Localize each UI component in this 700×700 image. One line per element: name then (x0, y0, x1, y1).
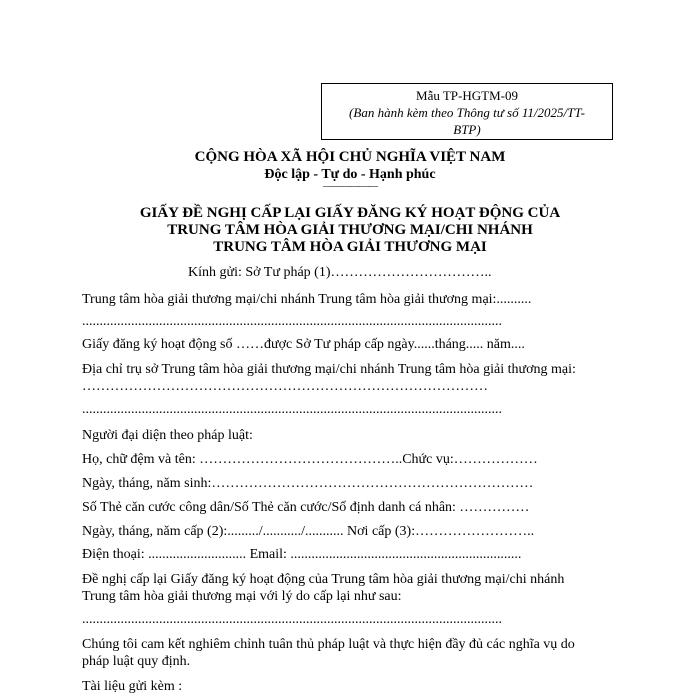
representative-dob-field: Ngày, tháng, năm sinh:…………………………………………………………… (82, 476, 534, 491)
document-title-line2: TRUNG TÂM HÒA GIẢI THƯƠNG MẠI/CHI NHÁNH (167, 222, 533, 238)
commitment-line1: Chúng tôi cam kết nghiêm chỉnh tuân thủ pháp luật và thực hiện đầy đủ các nghĩa vụ do (82, 637, 575, 652)
document-title-line3: TRUNG TÂM HÒA GIẢI THƯƠNG MẠI (213, 239, 487, 255)
address-field: Địa chỉ trụ sở Trung tâm hòa giải thương mại/chi nhánh Trung tâm hòa giải thương mại: (82, 362, 576, 377)
representative-heading: Người đại diện theo pháp luật: (82, 428, 253, 443)
request-paragraph-line1: Đề nghị cấp lại Giấy đăng ký hoạt động của Trung tâm hòa giải thương mại/chi nhánh (82, 572, 565, 587)
form-code: Mẫu TP-HGTM-09 (416, 88, 518, 103)
license-field: Giấy đăng ký hoạt động số ……được Sở Tư pháp cấp ngày......tháng..... năm.... (82, 337, 525, 352)
center-name-field: Trung tâm hòa giải thương mại/chi nhánh Trung tâm hòa giải thương mại:.......... (82, 292, 532, 307)
issued-note-line2: BTP) (453, 122, 481, 137)
request-paragraph-line2: Trung tâm hòa giải thương mại với lý do cấp lại như sau: (82, 589, 402, 604)
commitment-line2: pháp luật quy định. (82, 654, 191, 669)
document-title-line1: GIẤY ĐỀ NGHỊ CẤP LẠI GIẤY ĐĂNG KÝ HOẠT ĐỘNG CỦA (139, 205, 561, 221)
center-name-continuation: ........................................................................................................................ (82, 314, 502, 329)
address-continuation-2: ........................................................................................................................ (82, 402, 502, 417)
representative-contact-field: Điện thoại: ............................ Email: .................................................................. (82, 547, 522, 562)
motto: Độc lập - Tự do - Hạnh phúc (264, 167, 436, 182)
form-code-box (321, 83, 613, 140)
address-continuation-1: …………………………………………………………………………… (82, 379, 488, 394)
issued-note-line1: (Ban hành kèm theo Thông tư số 11/2025/TT- (349, 105, 585, 120)
attachments-heading: Tài liệu gửi kèm : (82, 679, 183, 694)
representative-name-field: Họ, chữ đệm và tên: ……………………………………..Chức vụ:……………… (82, 452, 538, 467)
nation-heading: CỘNG HÒA XÃ HỘI CHỦ NGHĨA VIỆT NAM (194, 149, 506, 165)
header-divider: —————— (323, 181, 377, 192)
recipient-line: Kính gửi: Sở Tư pháp (1)…………………………….. (188, 265, 492, 280)
representative-issue-field: Ngày, tháng, năm cấp (2):........./.........../........... Nơi cấp (3):…………………….. (82, 524, 535, 539)
request-reason-field: ........................................................................................................................ (82, 612, 502, 627)
representative-id-field: Số Thẻ căn cước công dân/Số Thẻ căn cước/Số định danh cá nhân: …………… (82, 500, 530, 515)
